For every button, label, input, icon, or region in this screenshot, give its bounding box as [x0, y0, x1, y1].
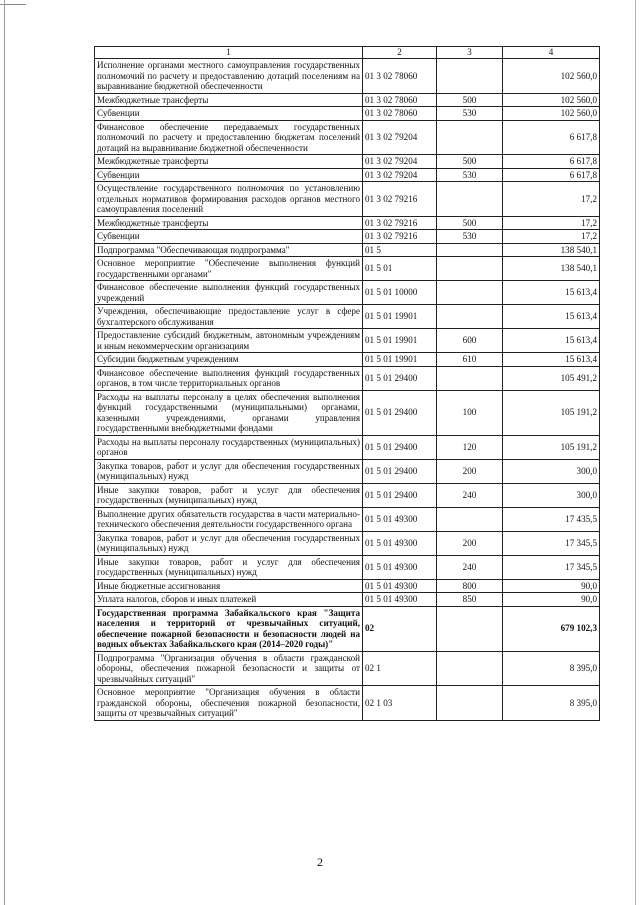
row-name-cell: Межбюджетные трансферты	[95, 155, 363, 169]
row-name-cell: Основное мероприятие "Организация обучения в области гражданской обороны, обеспечения пожарной безопасности, защиты от чрезвычайных ситуаций"	[95, 686, 363, 721]
row-code-cell: 01 5 01 49300	[363, 555, 437, 579]
row-name-cell: Иные закупки товаров, работ и услуг для обеспечения государственных (муниципальных) нужд	[95, 483, 363, 507]
row-code-cell: 02 1 03	[363, 686, 437, 721]
row-sum-cell: 17,2	[503, 230, 600, 244]
table-row	[95, 366, 600, 390]
row-vr-cell: 240	[437, 483, 503, 507]
table-row	[95, 120, 600, 155]
row-code-cell: 01 5 01 29400	[363, 390, 437, 435]
table-row	[95, 230, 600, 244]
row-name-cell: Подпрограмма "Обеспечивающая подпрограмма"	[95, 243, 363, 257]
row-sum-cell: 17,2	[503, 216, 600, 230]
table-row	[95, 593, 600, 607]
row-name-cell: Субсидии бюджетным учреждениям	[95, 353, 363, 367]
header-col-4: 4	[503, 47, 600, 59]
row-name-cell: Выполнение других обязательств государства в части материально-технического обеспечения деятельности государственного органа	[95, 507, 363, 531]
row-vr-cell: 530	[437, 107, 503, 121]
row-vr-cell	[437, 243, 503, 257]
row-sum-cell: 8 395,0	[503, 651, 600, 686]
row-vr-cell: 800	[437, 579, 503, 593]
page-edge-left	[4, 0, 5, 905]
row-name-cell: Государственная программа Забайкальского края "Защита населения и территорий от чрезвычайных ситуаций, обеспечение пожарной безопасности и безопасности людей на водных объектах Забайкальского края (2014–2020 годы)"	[95, 606, 363, 651]
row-sum-cell: 102 560,0	[503, 59, 600, 94]
row-code-cell: 01 5 01 29400	[363, 366, 437, 390]
row-vr-cell: 530	[437, 230, 503, 244]
row-sum-cell: 300,0	[503, 459, 600, 483]
row-name-cell: Субвенции	[95, 107, 363, 121]
table-row	[95, 435, 600, 459]
row-vr-cell	[437, 651, 503, 686]
row-sum-cell: 15 613,4	[503, 329, 600, 353]
table-row	[95, 686, 600, 721]
row-vr-cell	[437, 120, 503, 155]
table-row	[95, 459, 600, 483]
table-row	[95, 353, 600, 367]
row-sum-cell: 105 191,2	[503, 435, 600, 459]
row-vr-cell: 610	[437, 353, 503, 367]
row-vr-cell	[437, 507, 503, 531]
row-name-cell: Предоставление субсидий бюджетным, автономным учреждениям и иным некоммерческим организациям	[95, 329, 363, 353]
row-name-cell: Межбюджетные трансферты	[95, 216, 363, 230]
row-name-cell: Иные бюджетные ассигнования	[95, 579, 363, 593]
table-row	[95, 257, 600, 281]
table-row	[95, 329, 600, 353]
table-row	[95, 243, 600, 257]
row-code-cell: 01 5 01	[363, 257, 437, 281]
row-vr-cell	[437, 686, 503, 721]
row-sum-cell: 300,0	[503, 483, 600, 507]
table-body	[95, 59, 600, 721]
row-code-cell: 01 3 02 79216	[363, 216, 437, 230]
table-row	[95, 531, 600, 555]
row-vr-cell: 120	[437, 435, 503, 459]
row-vr-cell	[437, 257, 503, 281]
row-code-cell: 01 5 01 49300	[363, 531, 437, 555]
row-code-cell: 01 3 02 79204	[363, 168, 437, 182]
row-code-cell: 01 5 01 10000	[363, 281, 437, 305]
row-vr-cell: 500	[437, 216, 503, 230]
table-row	[95, 155, 600, 169]
row-sum-cell: 6 617,8	[503, 168, 600, 182]
row-vr-cell: 200	[437, 531, 503, 555]
table-row	[95, 483, 600, 507]
header-col-1: 1	[95, 47, 363, 59]
row-code-cell: 01 5 01 19901	[363, 305, 437, 329]
table-row	[95, 305, 600, 329]
row-code-cell: 01 5 01 49300	[363, 579, 437, 593]
row-name-cell: Учреждения, обеспечивающие предоставление услуг в сфере бухгалтерского обслуживания	[95, 305, 363, 329]
row-sum-cell: 15 613,4	[503, 305, 600, 329]
row-vr-cell: 500	[437, 93, 503, 107]
row-vr-cell: 100	[437, 390, 503, 435]
table-row	[95, 606, 600, 651]
row-name-cell: Расходы на выплаты персоналу государственных (муниципальных) органов	[95, 435, 363, 459]
row-vr-cell: 500	[437, 155, 503, 169]
row-code-cell: 01 5	[363, 243, 437, 257]
row-code-cell: 01 3 02 78060	[363, 93, 437, 107]
row-vr-cell	[437, 366, 503, 390]
row-code-cell: 02	[363, 606, 437, 651]
row-name-cell: Осуществление государственного полномочия по установлению отдельных нормативов формирования расходов органов местного самоуправления поселений	[95, 182, 363, 217]
row-code-cell: 01 5 01 49300	[363, 593, 437, 607]
row-sum-cell: 90,0	[503, 593, 600, 607]
row-code-cell: 01 3 02 78060	[363, 107, 437, 121]
header-col-3: 3	[437, 47, 503, 59]
row-name-cell: Закупка товаров, работ и услуг для обеспечения государственных (муниципальных) нужд	[95, 459, 363, 483]
table-row	[95, 555, 600, 579]
table-row	[95, 507, 600, 531]
row-name-cell: Финансовое обеспечение выполнения функций государственных органов, в том числе территориальных органов	[95, 366, 363, 390]
row-vr-cell: 200	[437, 459, 503, 483]
row-sum-cell: 102 560,0	[503, 93, 600, 107]
row-name-cell: Иные закупки товаров, работ и услуг для обеспечения государственных (муниципальных) нужд	[95, 555, 363, 579]
row-vr-cell	[437, 182, 503, 217]
row-vr-cell	[437, 305, 503, 329]
row-name-cell: Исполнение органами местного самоуправления государственных полномочий по расчету и предоставлению дотаций поселениям на выравнивание бюджетной обеспеченности	[95, 59, 363, 94]
row-vr-cell: 240	[437, 555, 503, 579]
page-number: 2	[317, 855, 323, 869]
table-row	[95, 182, 600, 217]
row-sum-cell: 138 540,1	[503, 243, 600, 257]
table-row	[95, 168, 600, 182]
row-name-cell: Расходы на выплаты персоналу в целях обеспечения выполнения функций государственными (муниципальными) органами, казенными учреждениями, органами управления государственными внебюджетными фондами	[95, 390, 363, 435]
row-name-cell: Финансовое обеспечение передаваемых государственных полномочий по расчету и предоставлению бюджетам поселений дотаций на выравнивание бюджетной обеспеченности	[95, 120, 363, 155]
row-sum-cell: 138 540,1	[503, 257, 600, 281]
table-row	[95, 216, 600, 230]
row-vr-cell	[437, 59, 503, 94]
row-sum-cell: 17 345,5	[503, 531, 600, 555]
table-row	[95, 107, 600, 121]
row-name-cell: Финансовое обеспечение выполнения функций государственных учреждений	[95, 281, 363, 305]
row-vr-cell: 850	[437, 593, 503, 607]
row-sum-cell: 17 345,5	[503, 555, 600, 579]
budget-table	[94, 46, 600, 721]
table-row	[95, 390, 600, 435]
row-sum-cell: 8 395,0	[503, 686, 600, 721]
row-name-cell: Субвенции	[95, 230, 363, 244]
table-row	[95, 651, 600, 686]
row-code-cell: 01 5 01 19901	[363, 329, 437, 353]
row-sum-cell: 6 617,8	[503, 155, 600, 169]
row-code-cell: 01 3 02 78060	[363, 59, 437, 94]
row-code-cell: 01 5 01 19901	[363, 353, 437, 367]
row-name-cell: Основное мероприятие "Обеспечение выполнения функций государственными органами"	[95, 257, 363, 281]
table-header-row	[95, 47, 600, 59]
table-row	[95, 59, 600, 94]
row-sum-cell: 102 560,0	[503, 107, 600, 121]
row-code-cell: 01 5 01 29400	[363, 435, 437, 459]
row-vr-cell: 600	[437, 329, 503, 353]
row-name-cell: Закупка товаров, работ и услуг для обеспечения государственных (муниципальных) нужд	[95, 531, 363, 555]
row-code-cell: 01 5 01 29400	[363, 483, 437, 507]
row-name-cell: Субвенции	[95, 168, 363, 182]
row-name-cell: Подпрограмма "Организация обучения в области гражданской обороны, обеспечения пожарной безопасности и защиты от чрезвычайных ситуаций"	[95, 651, 363, 686]
table-row	[95, 281, 600, 305]
row-code-cell: 01 3 02 79204	[363, 155, 437, 169]
row-vr-cell: 530	[437, 168, 503, 182]
row-sum-cell: 6 617,8	[503, 120, 600, 155]
row-code-cell: 01 3 02 79216	[363, 230, 437, 244]
row-code-cell: 01 5 01 29400	[363, 459, 437, 483]
row-name-cell: Межбюджетные трансферты	[95, 93, 363, 107]
row-name-cell: Уплата налогов, сборов и иных платежей	[95, 593, 363, 607]
page-edge-right	[635, 0, 636, 905]
row-sum-cell: 105 191,2	[503, 390, 600, 435]
header-col-2: 2	[363, 47, 437, 59]
row-sum-cell: 15 613,4	[503, 281, 600, 305]
row-code-cell: 02 1	[363, 651, 437, 686]
row-sum-cell: 679 102,3	[503, 606, 600, 651]
row-sum-cell: 90,0	[503, 579, 600, 593]
row-vr-cell	[437, 606, 503, 651]
table-row	[95, 93, 600, 107]
row-code-cell: 01 3 02 79204	[363, 120, 437, 155]
row-sum-cell: 105 491,2	[503, 366, 600, 390]
row-code-cell: 01 3 02 79216	[363, 182, 437, 217]
row-sum-cell: 15 613,4	[503, 353, 600, 367]
table-row	[95, 579, 600, 593]
row-sum-cell: 17,2	[503, 182, 600, 217]
row-code-cell: 01 5 01 49300	[363, 507, 437, 531]
row-vr-cell	[437, 281, 503, 305]
row-sum-cell: 17 435,5	[503, 507, 600, 531]
